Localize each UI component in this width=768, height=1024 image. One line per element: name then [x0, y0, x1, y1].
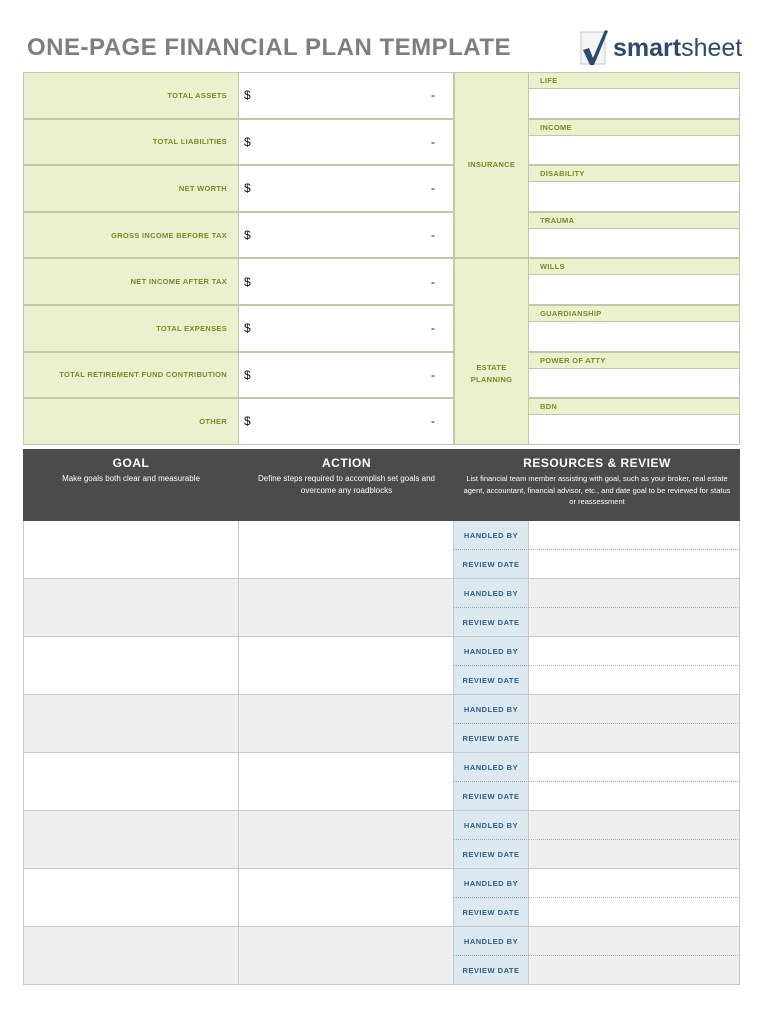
- fin-value-field[interactable]: [239, 165, 454, 212]
- resources-header-title: RESOURCES & REVIEW: [523, 456, 671, 470]
- handled-by-label: HANDLED BY: [454, 927, 529, 956]
- fin-label: OTHER: [23, 398, 239, 445]
- fin-value-field[interactable]: [239, 119, 454, 166]
- fin-label: TOTAL EXPENSES: [23, 305, 239, 352]
- sub-label: POWER OF ATTY: [529, 352, 740, 369]
- sub-value-field[interactable]: [529, 415, 740, 445]
- goals-header: [23, 449, 740, 521]
- fin-row-total-liabilities: [23, 119, 454, 166]
- goal-cell[interactable]: [23, 811, 239, 868]
- action-header-desc: Define steps required to accomplish set goals and overcome any roadblocks: [258, 474, 435, 495]
- handled-by-field[interactable]: [529, 637, 740, 666]
- fin-row-other: [23, 398, 454, 445]
- action-cell[interactable]: [239, 869, 454, 926]
- sub-value-field[interactable]: [529, 369, 740, 399]
- amount-value: -: [431, 134, 435, 149]
- sub-label: WILLS: [529, 258, 740, 275]
- fin-value-field[interactable]: [239, 305, 454, 352]
- action-cell[interactable]: [239, 695, 454, 752]
- sub-value-field[interactable]: [529, 275, 740, 305]
- insurance-label: INSURANCE: [454, 72, 529, 258]
- insurance-estate-panel: [454, 72, 740, 445]
- handled-by-label: HANDLED BY: [454, 811, 529, 840]
- currency-symbol: $: [244, 181, 251, 196]
- fin-label: TOTAL ASSETS: [23, 72, 239, 119]
- action-cell[interactable]: [239, 579, 454, 636]
- fin-label: GROSS INCOME BEFORE TAX: [23, 212, 239, 259]
- goal-row: [23, 811, 740, 869]
- fin-label: TOTAL LIABILITIES: [23, 119, 239, 166]
- handled-by-label: HANDLED BY: [454, 637, 529, 666]
- goal-row: [23, 753, 740, 811]
- smartsheet-logo: [577, 28, 742, 68]
- fin-row-gross-income: [23, 212, 454, 259]
- goal-row: [23, 695, 740, 753]
- action-header: [239, 449, 454, 521]
- amount-value: -: [431, 228, 435, 243]
- handled-by-field[interactable]: [529, 869, 740, 898]
- fin-row-retirement: [23, 352, 454, 399]
- fin-row-total-expenses: [23, 305, 454, 352]
- currency-symbol: $: [244, 321, 251, 336]
- fin-label: TOTAL RETIREMENT FUND CONTRIBUTION: [23, 352, 239, 399]
- amount-value: -: [431, 367, 435, 382]
- goal-cell[interactable]: [23, 927, 239, 984]
- brand-name: smartsheet: [613, 33, 743, 62]
- fin-value-field[interactable]: [239, 398, 454, 445]
- insurance-item-trauma: [529, 212, 740, 259]
- amount-value: -: [431, 321, 435, 336]
- handled-by-label: HANDLED BY: [454, 521, 529, 550]
- estate-label: ESTATE PLANNING: [454, 258, 529, 445]
- fin-value-field[interactable]: [239, 72, 454, 119]
- goal-cell[interactable]: [23, 637, 239, 694]
- page-title: ONE-PAGE FINANCIAL PLAN TEMPLATE: [27, 34, 511, 61]
- sub-value-field[interactable]: [529, 229, 740, 259]
- review-date-label: REVIEW DATE: [454, 608, 529, 636]
- handled-by-field[interactable]: [529, 811, 740, 840]
- resources-header-desc: List financial team member assisting with goal, such as your broker, real estate agent, accountant, financial advisor, etc., and date goal to be reviewed for status or reassessment: [463, 474, 731, 506]
- goal-row: [23, 869, 740, 927]
- sub-value-field[interactable]: [529, 136, 740, 166]
- handled-by-field[interactable]: [529, 521, 740, 550]
- review-date-label: REVIEW DATE: [454, 666, 529, 694]
- handled-by-label: HANDLED BY: [454, 869, 529, 898]
- estate-group: [454, 258, 740, 445]
- action-header-title: ACTION: [322, 456, 371, 470]
- goal-row: [23, 637, 740, 695]
- fin-row-total-assets: [23, 72, 454, 119]
- amount-value: -: [431, 274, 435, 289]
- currency-symbol: $: [244, 228, 251, 243]
- review-date-field[interactable]: [529, 782, 740, 810]
- sub-value-field[interactable]: [529, 89, 740, 119]
- review-date-field[interactable]: [529, 840, 740, 868]
- resources-header: [454, 449, 740, 521]
- fin-label: NET INCOME AFTER TAX: [23, 258, 239, 305]
- currency-symbol: $: [244, 414, 251, 429]
- goal-header: [23, 449, 239, 521]
- amount-value: -: [431, 88, 435, 103]
- review-date-field[interactable]: [529, 666, 740, 694]
- fin-value-field[interactable]: [239, 212, 454, 259]
- review-date-field[interactable]: [529, 608, 740, 636]
- sub-label: INCOME: [529, 119, 740, 136]
- goal-row: [23, 927, 740, 985]
- review-date-label: REVIEW DATE: [454, 724, 529, 752]
- goal-header-title: GOAL: [112, 456, 150, 470]
- insurance-group: [454, 72, 740, 258]
- review-date-field[interactable]: [529, 550, 740, 578]
- sub-label: GUARDIANSHIP: [529, 305, 740, 322]
- currency-symbol: $: [244, 134, 251, 149]
- handled-by-field[interactable]: [529, 927, 740, 956]
- action-cell[interactable]: [239, 753, 454, 810]
- sub-value-field[interactable]: [529, 182, 740, 212]
- sub-label: TRAUMA: [529, 212, 740, 229]
- action-cell[interactable]: [239, 637, 454, 694]
- sub-label: BDN: [529, 398, 740, 415]
- review-date-field[interactable]: [529, 724, 740, 752]
- goal-cell[interactable]: [23, 869, 239, 926]
- goal-cell[interactable]: [23, 753, 239, 810]
- handled-by-field[interactable]: [529, 753, 740, 782]
- handled-by-label: HANDLED BY: [454, 695, 529, 724]
- handled-by-field[interactable]: [529, 695, 740, 724]
- review-date-label: REVIEW DATE: [454, 782, 529, 810]
- sub-label: DISABILITY: [529, 165, 740, 182]
- goal-row: [23, 521, 740, 579]
- insurance-item-disability: [529, 165, 740, 212]
- goal-cell[interactable]: [23, 579, 239, 636]
- action-cell[interactable]: [239, 811, 454, 868]
- review-date-label: REVIEW DATE: [454, 550, 529, 578]
- fin-row-net-worth: [23, 165, 454, 212]
- currency-symbol: $: [244, 367, 251, 382]
- insurance-item-life: [529, 72, 740, 119]
- handled-by-label: HANDLED BY: [454, 753, 529, 782]
- financial-summary: [23, 72, 454, 445]
- amount-value: -: [431, 414, 435, 429]
- estate-item-wills: [529, 258, 740, 305]
- action-cell[interactable]: [239, 521, 454, 578]
- fin-value-field[interactable]: [239, 352, 454, 399]
- review-date-label: REVIEW DATE: [454, 898, 529, 926]
- amount-value: -: [431, 181, 435, 196]
- fin-value-field[interactable]: [239, 258, 454, 305]
- review-date-label: REVIEW DATE: [454, 840, 529, 868]
- checkmark-icon: [577, 28, 611, 68]
- review-date-label: REVIEW DATE: [454, 956, 529, 984]
- fin-label: NET WORTH: [23, 165, 239, 212]
- sub-value-field[interactable]: [529, 322, 740, 352]
- review-date-field[interactable]: [529, 956, 740, 984]
- action-cell[interactable]: [239, 927, 454, 984]
- handled-by-field[interactable]: [529, 579, 740, 608]
- insurance-item-income: [529, 119, 740, 166]
- goal-cell[interactable]: [23, 695, 239, 752]
- fin-row-net-income: [23, 258, 454, 305]
- currency-symbol: $: [244, 274, 251, 289]
- sub-label: LIFE: [529, 72, 740, 89]
- goal-cell[interactable]: [23, 521, 239, 578]
- estate-item-bdn: [529, 398, 740, 445]
- goal-row: [23, 579, 740, 637]
- handled-by-label: HANDLED BY: [454, 579, 529, 608]
- estate-item-power-of-atty: [529, 352, 740, 399]
- estate-item-guardianship: [529, 305, 740, 352]
- review-date-field[interactable]: [529, 898, 740, 926]
- goal-header-desc: Make goals both clear and measurable: [62, 474, 200, 483]
- currency-symbol: $: [244, 88, 251, 103]
